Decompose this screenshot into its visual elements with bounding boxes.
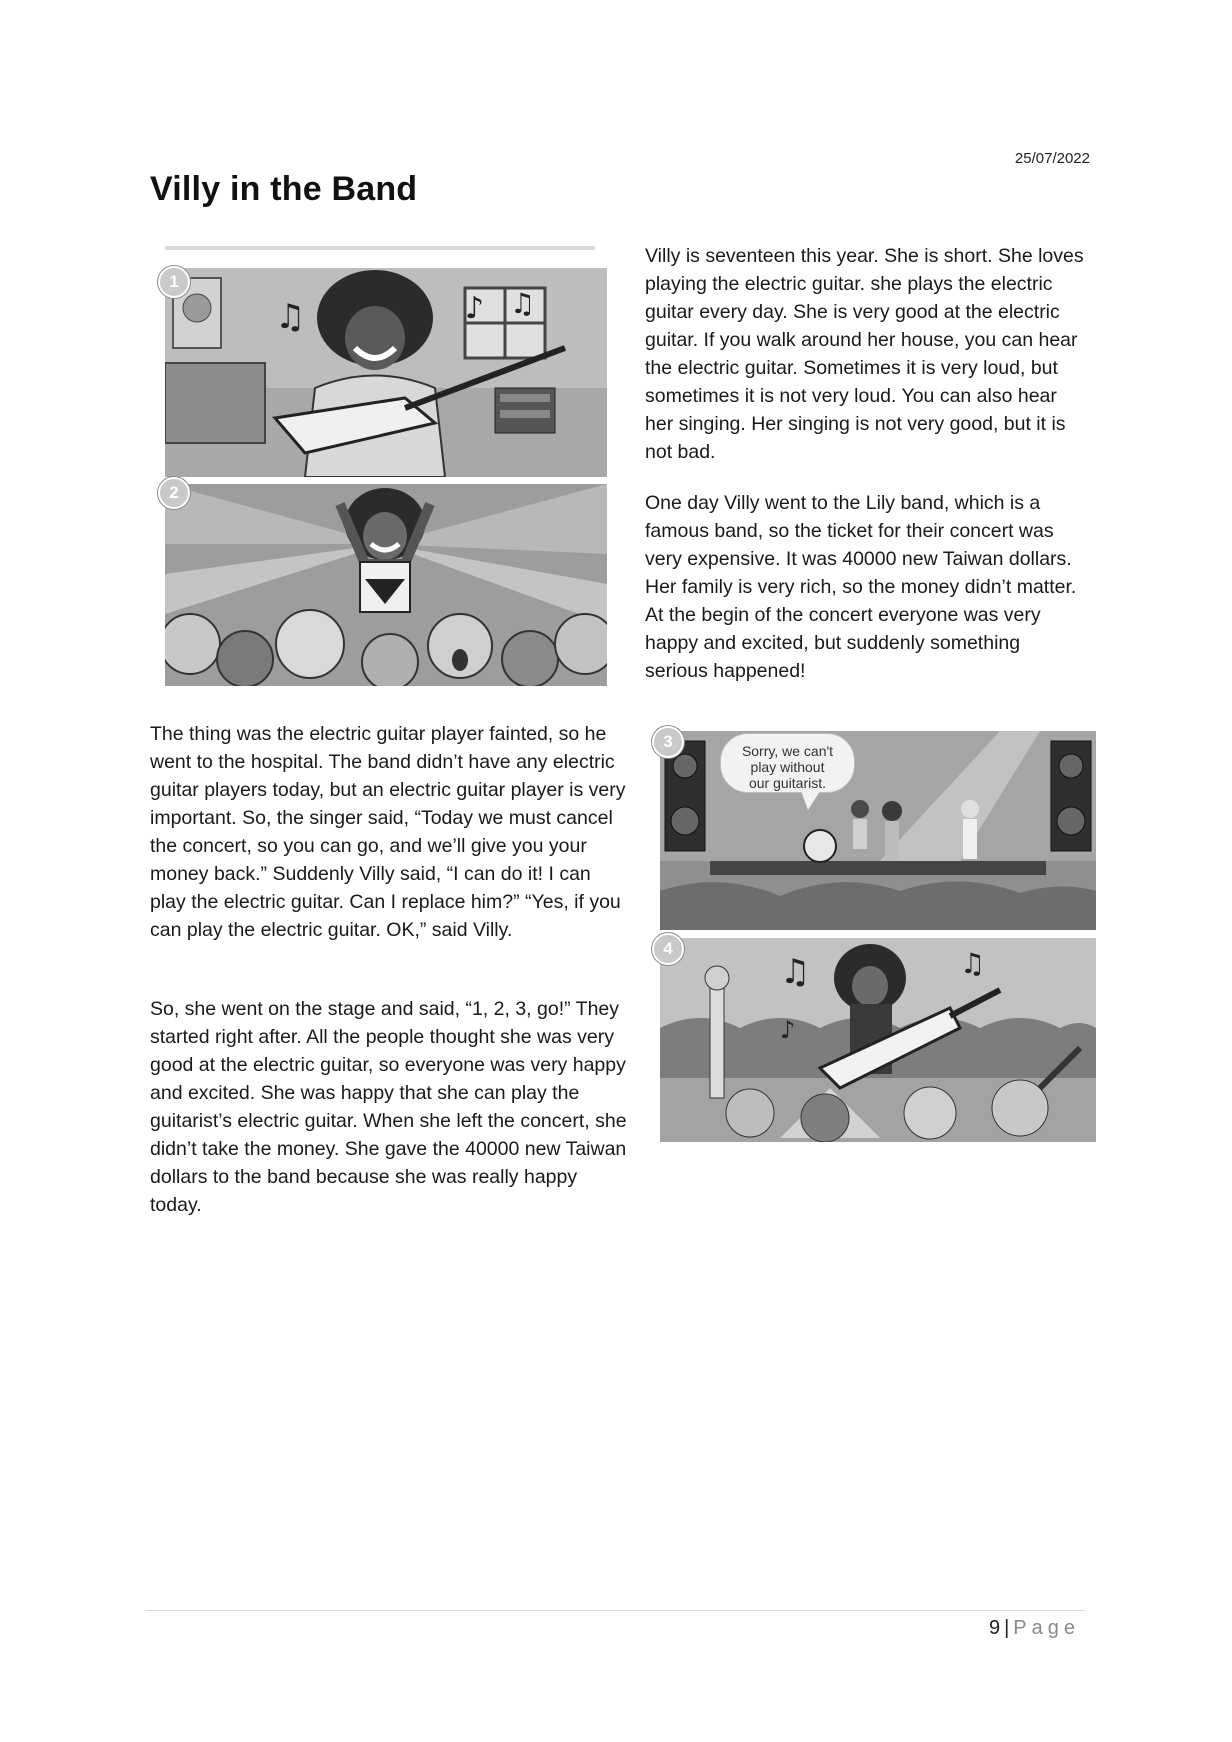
- panel-number-badge: 3: [652, 726, 684, 758]
- panel-number-badge: 2: [158, 477, 190, 509]
- speech-line-3: our guitarist.: [748, 775, 827, 791]
- svg-text:♫: ♫: [275, 297, 306, 337]
- footer-separator: |: [1004, 1617, 1010, 1639]
- speech-line-1: Sorry, we can't: [741, 743, 834, 759]
- villy-performing-illustration: [660, 938, 1096, 1142]
- comic-panel-1-bedroom-guitar: [165, 268, 607, 477]
- page-label: Page: [1013, 1617, 1080, 1639]
- svg-text:♫: ♫: [780, 952, 811, 992]
- comic-panel-2-concert-crowd: [165, 484, 607, 686]
- speech-bubble: [720, 733, 855, 793]
- speech-bubble-tail: [800, 788, 822, 810]
- paragraph-intro: Villy is seventeen this year. She is short. She loves playing the electric guitar. she plays the electric guitar every day. She is very good at the electric guitar. If you walk around her house, you can hear the electric guitar. Sometimes it is very loud, but sometimes it is not very loud. You can also hear her singing. Her singing is not very good, but it is not bad.: [645, 245, 1084, 463]
- svg-text:♫: ♫: [960, 947, 986, 980]
- paragraph-ending: So, she went on the stage and said, “1, 2, 3, go!” They started right after. All the people thought she was very good at the electric guitar, so everyone was very happy and excited. She was happy that she can play the guitarist’s electric guitar. When she left the concert, she didn’t take the money. She gave the 40000 new Taiwan dollars to the band because she was really happy today.: [150, 998, 627, 1216]
- speech-line-2: play without: [750, 759, 825, 775]
- page-number: 9: [988, 1617, 1001, 1639]
- svg-text:♪: ♪: [465, 291, 485, 326]
- page-footer: [850, 1617, 1080, 1640]
- bedroom-illustration: [165, 268, 607, 477]
- svg-text:♪: ♪: [780, 1016, 796, 1044]
- document-title: Villy in the Band: [150, 170, 418, 208]
- comic-panel-4-villy-plays: [660, 938, 1096, 1142]
- document-date: 25/07/2022: [1014, 150, 1090, 167]
- concert-crowd-illustration: [165, 484, 607, 686]
- comic-top-strip: [165, 246, 595, 250]
- panel-number-badge: 1: [158, 266, 190, 298]
- svg-text:♫: ♫: [510, 287, 536, 320]
- panel-number-badge: 4: [652, 933, 684, 965]
- footer-divider: [145, 1610, 1085, 1611]
- paragraph-concert: One day Villy went to the Lily band, which is a famous band, so the ticket for their concert was very expensive. It was 40000 new Taiwan dollars. Her family is very rich, so the money didn’t matter. At the begin of the concert everyone was very happy and excited, but suddenly something serious happened!: [645, 492, 1077, 682]
- paragraph-guitarist-fainted: The thing was the electric guitar player fainted, so he went to the hospital. The band didn’t have any electric guitar players today, but an electric guitar player is very important. So, the singer said, “Today we must cancel the concert, so you can go, and we’ll give you your money back.” Suddenly Villy said, “I can do it! I can play the electric guitar. Can I replace him?” “Yes, if you can play the electric guitar. OK,” said Villy.: [150, 723, 626, 941]
